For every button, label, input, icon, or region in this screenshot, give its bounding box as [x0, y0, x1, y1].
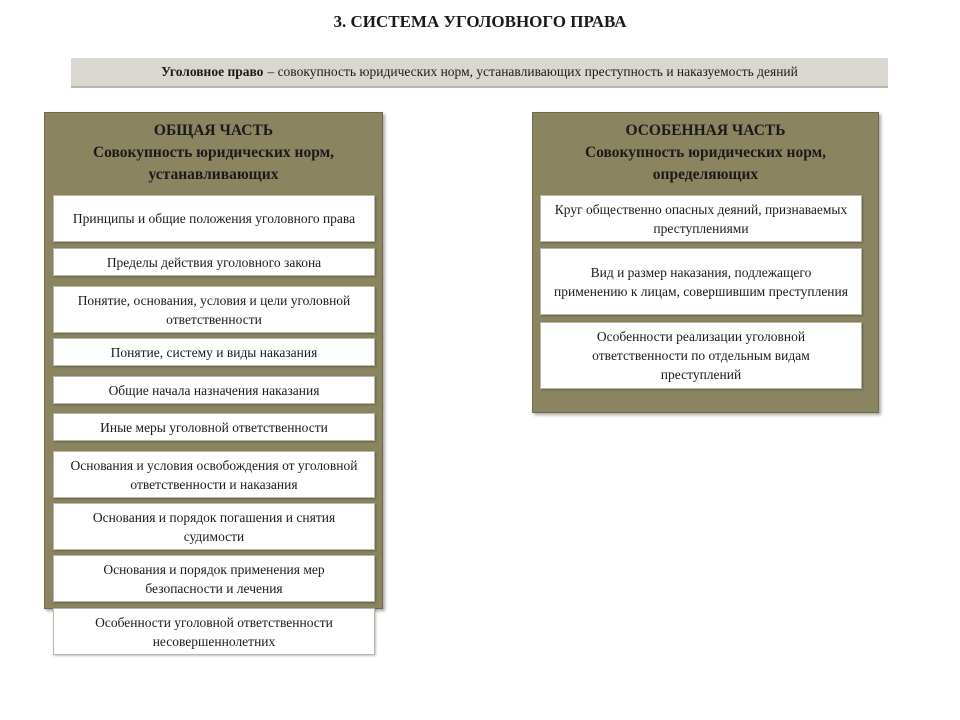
special-item: Вид и размер наказания, подлежащего применению к лицам, совершившим преступления	[540, 248, 862, 315]
general-part-subheading-verb: устанавливающих	[148, 166, 279, 183]
special-item: Особенности реализации уголовной ответственности по отдельным видам преступлений	[540, 322, 862, 389]
page-title: 3. СИСТЕМА УГОЛОВНОГО ПРАВА	[333, 12, 627, 31]
general-item: Понятие, основания, условия и цели уголовной ответственности	[53, 286, 375, 333]
special-part-subheading: Совокупность юридических норм,	[584, 144, 827, 161]
general-item: Основания и порядок применения мер безопасности и лечения	[53, 555, 375, 602]
general-item: Основания и условия освобождения от уголовной ответственности и наказания	[53, 451, 375, 498]
general-item: Особенности уголовной ответственности несовершеннолетних	[53, 608, 375, 655]
general-part-subheading: Совокупность юридических норм,	[92, 144, 335, 161]
special-part-heading: ОСОБЕННАЯ ЧАСТЬ	[625, 122, 786, 139]
definition-text: – совокупность юридических норм, устанавливающих преступность и наказуемость деяний	[267, 64, 798, 79]
definition-term: Уголовное право	[161, 64, 264, 79]
general-item: Понятие, систему и виды наказания	[53, 338, 375, 366]
general-item: Общие начала назначения наказания	[53, 376, 375, 404]
general-item: Иные меры уголовной ответственности	[53, 413, 375, 441]
general-item: Принципы и общие положения уголовного права	[53, 195, 375, 242]
special-part-subheading-verb: определяющих	[652, 166, 759, 183]
definition-banner	[71, 58, 888, 88]
general-item: Пределы действия уголовного закона	[53, 248, 375, 276]
special-item: Круг общественно опасных деяний, признаваемых преступлениями	[540, 195, 862, 242]
general-item: Основания и порядок погашения и снятия судимости	[53, 503, 375, 550]
general-part-heading: ОБЩАЯ ЧАСТЬ	[153, 122, 274, 139]
